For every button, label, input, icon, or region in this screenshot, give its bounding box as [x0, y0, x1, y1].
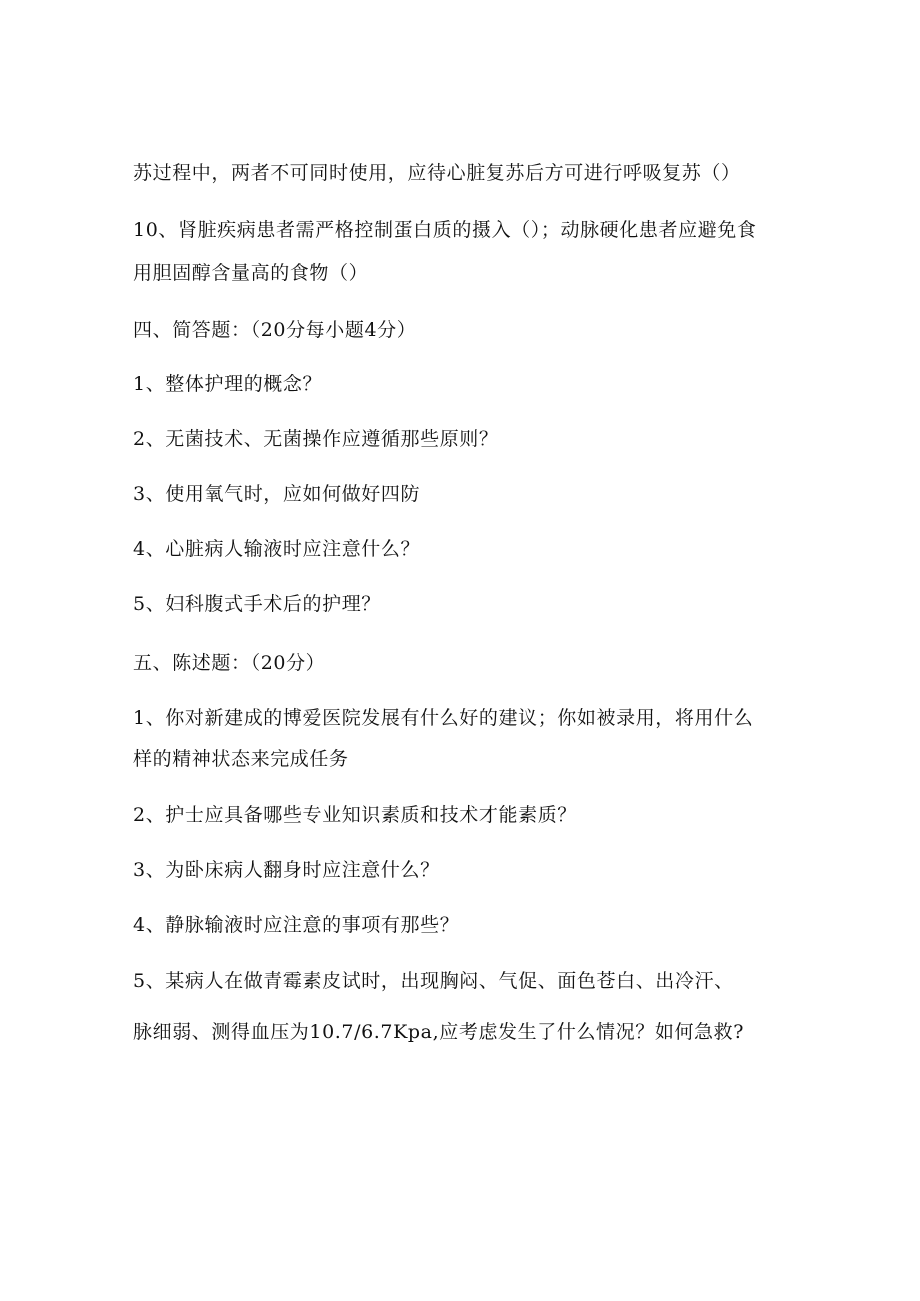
text-line-essay-3: 3、为卧床病人翻身时应注意什么？ [133, 859, 440, 881]
section-heading-essay: 五、陈述题：（20分） [133, 652, 326, 674]
text-line-sa-5: 5、妇科腹式手术后的护理？ [133, 593, 381, 615]
text-line-essay-5-continuation: 脉细弱、测得血压为10.7/6.7Kpa,应考虑发生了什么情况？如何急救? [133, 1021, 745, 1043]
text-line-q10-continuation: 用胆固醇含量高的食物（） [133, 262, 369, 284]
text-line-essay-1: 1、你对新建成的博爱医院发展有什么好的建议；你如被录用，将用什么 [133, 707, 754, 729]
text-line-sa-3: 3、使用氧气时，应如何做好四防 [133, 483, 421, 505]
text-line-sa-4: 4、心脏病人输液时应注意什么？ [133, 538, 421, 560]
text-line-q10: 10、肾脏疾病患者需严格控制蛋白质的摄入（）；动脉硬化患者应避免食 [133, 219, 757, 241]
text-line-essay-2: 2、护士应具备哪些专业知识素质和技术才能素质？ [133, 804, 577, 826]
text-line-q9-continuation: 苏过程中，两者不可同时使用，应待心脏复苏后方可进行呼吸复苏（） [133, 162, 741, 184]
text-line-essay-1-continuation: 样的精神状态来完成任务 [133, 748, 349, 770]
section-heading-short-answer: 四、简答题：（20分每小题4分） [133, 319, 417, 341]
text-line-sa-1: 1、整体护理的概念？ [133, 373, 323, 395]
text-line-essay-4: 4、静脉输液时应注意的事项有那些？ [133, 914, 460, 936]
text-line-sa-2: 2、无菌技术、无菌操作应遵循那些原则？ [133, 428, 499, 450]
text-line-essay-5: 5、某病人在做青霉素皮试时，出现胸闷、气促、面色苍白、出冷汗、 [133, 970, 734, 992]
